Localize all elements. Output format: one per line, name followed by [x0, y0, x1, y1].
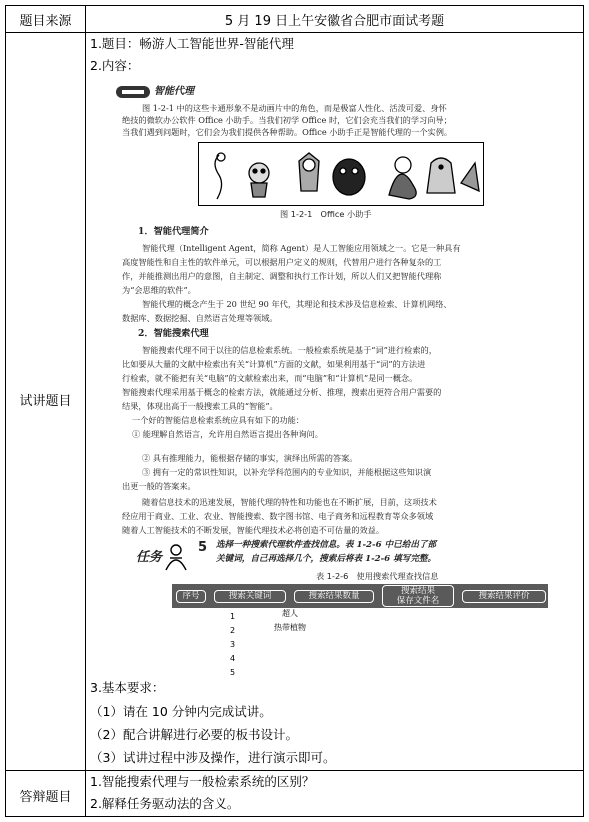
lecture-label: 试讲题目 [19, 394, 72, 409]
sub2-line-1: 智能搜索代理不同于以往的信息检索系统。一般检索系统是基于“词”进行检索的， [142, 345, 437, 355]
table-row-1-keyword: 超人 [282, 609, 298, 618]
intro-line-2: 绝技的微软办公软件 Office 小助手。当我们初学 Office 时，它们会充当我们的学习向导； [122, 115, 452, 125]
sub1-line-6: 数据库、数据挖掘、自然语言处理等领域。 [122, 313, 278, 323]
table-border-top [5, 5, 584, 6]
requirements-label: 3.基本要求： [90, 680, 165, 695]
figure-caption: 图 1-2-1 Office 小助手 [280, 209, 372, 219]
table-header-evaluation: 搜索结果评价 [462, 590, 546, 603]
sub2-line-3: 行检索，就不能把有关“电脑”的文献检索出来，而“电脑”和“计算机”是同一概念。 [122, 373, 418, 383]
table-row-4-no: 4 [230, 654, 236, 663]
sub1-line-3: 作，并能推测出用户的意图，自主制定、调整和执行工作计划，所以人们又把智能代理称 [122, 271, 442, 281]
table-row-divider-1 [5, 32, 584, 33]
sub2-line-13: 随着人工智能技术的不断发展，智能代理技术必将创造不可估量的效益。 [122, 525, 385, 535]
table-row-2-no: 2 [230, 626, 236, 635]
intro-line-3: 当我们遇到问题时，它们会为我们提供各种帮助。Office 小助手正是智能代理的一个实例。 [122, 127, 453, 137]
content-label: 2.内容： [90, 58, 140, 73]
sub2-line-10: 出更一般的答案来。 [122, 481, 196, 491]
defense-label: 答辩题目 [19, 790, 72, 805]
table-row-3-no: 3 [230, 640, 236, 649]
table-border-right [583, 5, 584, 817]
sub2-line-5: 结果，体现出高于一般搜索工具的“智能”。 [122, 401, 278, 411]
sub2-line-8: ② 具有推理能力，能根据存储的事实，演绎出所需的答案。 [142, 453, 358, 463]
table-caption: 表 1-2-6 使用搜索代理查找信息 [316, 571, 439, 581]
sub2-line-6: 一个好的智能信息检索系统应具有如下的功能： [132, 415, 304, 425]
task-line-1: 选择一种搜索代理软件查找信息。表 1-2-6 中已给出了部 [216, 540, 437, 550]
table-border-bottom [5, 816, 584, 817]
textbook-page [110, 80, 570, 677]
sub2-line-12: 经应用于商业、工业、农业、智能搜索、数字图书馆、电子商务和远程教育等众多领域 [122, 511, 434, 521]
table-row-5-no: 5 [230, 668, 236, 677]
sub1-line-1: 智能代理（Intelligent Agent，简称 Agent）是人工智能应用领域之一。它是一种具有 [142, 243, 461, 253]
intro-line-1: 图 1-2-1 中的这些卡通形象不是动画片中的角色，而是极富人性化、活泼可爱、身怀 [142, 103, 447, 113]
sub2-line-4: 智能搜索代理采用基于概念的检索方法，就能通过分析、推理，搜索出更符合用户需要的 [122, 387, 442, 397]
table-row-1-no: 1 [230, 612, 236, 621]
table-header-filename: 搜索结果 保存文件名 [382, 585, 454, 607]
subsection-2-title: 2．智能搜索代理 [138, 328, 209, 339]
section-badge-stripe [122, 90, 144, 94]
table-border-left [5, 5, 6, 817]
lecture-title: 1.题目：畅游人工智能世界-智能代理 [90, 36, 294, 51]
task-line-2: 关键词，自己再选择几个，搜索后将表 1-2-6 填写完整。 [216, 554, 437, 564]
table-header-index: 序号 [176, 590, 206, 603]
sub2-line-2: 比如要从大量的文献中检索出有关“计算机”方面的文献，如果利用基于“词”的方法进 [122, 359, 426, 369]
source-label: 题目来源 [19, 14, 72, 29]
sub1-line-5: 智能代理的概念产生于 20 世纪 90 年代，其理论和技术涉及信息检索、计算机网络、 [142, 299, 452, 309]
sub1-line-2: 高度智能性和自主性的软件单元，可以根据用户定义的规则，代替用户进行各种复杂的工 [122, 257, 442, 267]
table-column-divider [85, 5, 86, 817]
sub1-line-4: 为“会思维的软件”。 [122, 285, 196, 295]
table-row-2-keyword: 热带植物 [274, 623, 306, 632]
requirement-3: （3）试讲过程中涉及操作，进行演示即可。 [90, 750, 336, 765]
table-header-count: 搜索结果数量 [294, 590, 374, 603]
table-row-divider-2 [5, 770, 584, 771]
requirement-1: （1）请在 10 分钟内完成试讲。 [90, 704, 272, 719]
requirement-2: （2）配合讲解进行必要的板书设计。 [90, 727, 298, 742]
defense-question-1: 1.智能搜索代理与一般检索系统的区别？ [90, 774, 315, 789]
table-header-keyword: 搜索关键词 [214, 590, 286, 603]
subsection-1-title: 1．智能代理简介 [138, 226, 209, 237]
task-figure-icon [162, 542, 190, 572]
sub2-line-9: ③ 拥有一定的常识性知识，以补充学科范围内的专业知识，并能根据这些知识演 [142, 467, 432, 477]
task-label: 任务 [136, 550, 163, 565]
sub2-line-11: 随着信息技术的迅速发展，智能代理的特性和功能也在不断扩展，目前，这项技术 [142, 497, 437, 507]
office-assistants-illustration [199, 143, 483, 205]
sub2-line-7: ① 能理解自然语言，允许用自然语言提出各种询问。 [132, 429, 323, 439]
defense-question-2: 2.解释任务驱动法的含义。 [90, 796, 240, 811]
section-title: 智能代理 [154, 86, 194, 97]
source-value: 5 月 19 日上午安徽省合肥市面试考题 [224, 14, 445, 29]
task-number: 5 [198, 540, 208, 555]
office-assistant-figure [198, 142, 484, 206]
